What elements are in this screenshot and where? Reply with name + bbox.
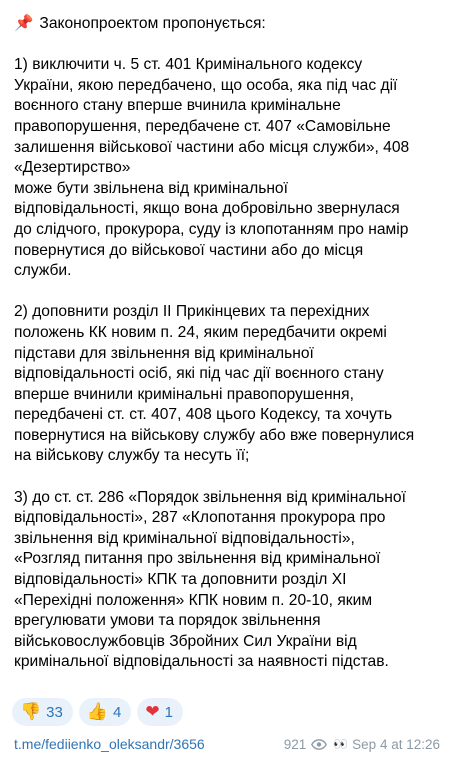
post-text-line: на військову службу та несуть її; bbox=[14, 447, 250, 465]
post-text-line bbox=[14, 35, 440, 56]
post-footer bbox=[14, 734, 440, 754]
post-text-line: відповідальності», 287 «Клопотання прокурора про bbox=[14, 509, 386, 527]
eyes-icon: 👀 bbox=[333, 737, 349, 751]
post-text bbox=[14, 13, 440, 673]
views-count: 921 bbox=[283, 736, 307, 752]
post-text-line bbox=[14, 282, 440, 303]
post-text-line: 1) виключити ч. 5 ст. 401 Кримінального кодексу bbox=[14, 56, 363, 74]
post-text-line: «Дезертирство» bbox=[14, 159, 131, 177]
reaction-count: 33 bbox=[46, 703, 63, 721]
post-text-line: України, якою передбачено, що особа, яка під час дії bbox=[14, 76, 398, 94]
reaction-count: 4 bbox=[113, 703, 122, 721]
post-text-line: військовослужбовців Збройних Сил України від bbox=[14, 632, 357, 650]
heart-icon: ❤ bbox=[145, 701, 160, 722]
post-text-line: відповідальності» КПК та доповнити розділ XI bbox=[14, 571, 347, 589]
reaction-count: 1 bbox=[164, 703, 173, 721]
post-text-line: положень КК новим п. 24, яким передбачити окремі bbox=[14, 323, 387, 341]
post-text-line: залишення військової частини або місця служби», 408 bbox=[14, 138, 410, 156]
post-text-line: звільнення від кримінальної відповідальності», bbox=[14, 529, 355, 547]
post-text-line: служби. bbox=[14, 262, 72, 280]
post-meta bbox=[284, 737, 440, 752]
eye-icon bbox=[311, 739, 327, 750]
post-text-line: вперше вчинили кримінальні правопорушення, bbox=[14, 385, 354, 403]
pushpin-icon: 📌 bbox=[14, 14, 34, 32]
reaction-heart[interactable] bbox=[137, 698, 183, 726]
post-text-line: врегулювати умови та порядок звільнення bbox=[14, 612, 321, 630]
post-text-line: відповідальності, якщо вона добровільно звернулася bbox=[14, 200, 400, 218]
post-text-line: 2) доповнити розділ II Прикінцевих та перехідних bbox=[14, 303, 370, 321]
reaction-thumbs-down[interactable] bbox=[12, 698, 73, 726]
reactions-bar bbox=[12, 698, 183, 726]
post-text-line bbox=[14, 467, 440, 488]
post-text-line: «Перехідні положення» КПК новим п. 20-10, яким bbox=[14, 591, 373, 609]
post-text-line: передбачені ст. ст. 407, 408 цього Кодексу, та хочуть bbox=[14, 406, 393, 424]
post-link[interactable]: t.me/fediienko_oleksandr/3656 bbox=[14, 736, 205, 752]
post-text-line: кримінальної відповідальності за наявності підстав. bbox=[14, 653, 389, 671]
post-heading: 📌 Законопроектом пропонується: bbox=[14, 14, 266, 32]
reaction-thumbs-up[interactable] bbox=[79, 698, 132, 726]
post-text-line: може бути звільнена від кримінальної bbox=[14, 179, 288, 197]
thumbs-down-icon: 👎 bbox=[20, 701, 42, 722]
post-text-line: воєнного стану вперше вчинила кримінальне bbox=[14, 97, 341, 115]
post-text-line: повернутися на військову службу або вже повернулися bbox=[14, 426, 415, 444]
post-text-line: повернутися до військової частини або до місця bbox=[14, 241, 364, 259]
post-text-line: підстави для звільнення від кримінальної bbox=[14, 344, 314, 362]
post-text-line: правопорушення, передбачене ст. 407 «Самовільне bbox=[14, 117, 391, 135]
thumbs-up-icon: 👍 bbox=[86, 701, 109, 722]
post-text-line: «Розгляд питання про звільнення від кримінальної bbox=[14, 550, 381, 568]
post-text-line: до слідчого, прокурора, суду із клопотанням про намір bbox=[14, 220, 409, 238]
post-text-line: відповідальності осіб, які під час дії воєнного стану bbox=[14, 365, 384, 383]
post-text-line: 3) до ст. ст. 286 «Порядок звільнення від кримінальної bbox=[14, 488, 406, 506]
post-date: Sep 4 at 12:26 bbox=[352, 736, 440, 752]
